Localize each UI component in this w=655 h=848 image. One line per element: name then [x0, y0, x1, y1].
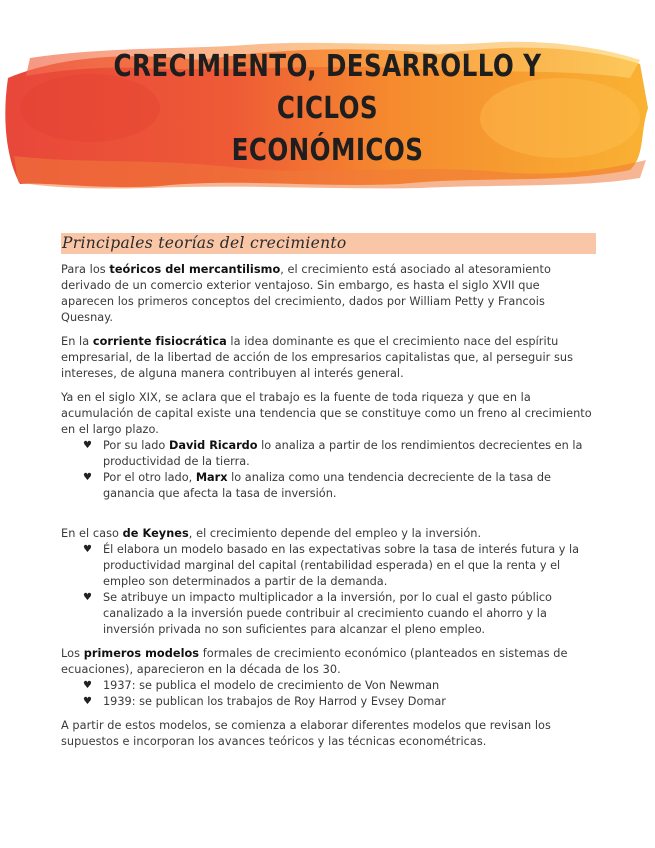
- paragraph-siglo-xix: Ya en el siglo XIX, se aclara que el trabajo es la fuente de toda riqueza y que en la acumulación de capital existe una tendencia que se constituye como un freno al crecimiento en el largo plazo.: [61, 391, 592, 436]
- heart-icon: ♥: [83, 592, 92, 603]
- paragraph-mercantilismo: [61, 262, 596, 326]
- paragraph-fisiocratica: [61, 334, 596, 382]
- paragraph-keynes: [61, 526, 596, 542]
- bullet-list: [61, 542, 596, 638]
- paragraph-text: Para los: [61, 263, 110, 276]
- list-item: [83, 590, 596, 638]
- list-item: [83, 694, 596, 710]
- paragraph-conclusion: A partir de estos modelos, se comienza a elaborar diferentes modelos que revisan los supuestos e incorporan los avances teóricos y las técnicas econométricas.: [61, 719, 551, 748]
- section-heading: Principales teorías del crecimiento: [61, 233, 596, 254]
- heart-icon: ♥: [83, 696, 92, 707]
- item-text: Por su lado: [103, 439, 169, 452]
- paragraph-text: En la: [61, 335, 93, 348]
- highlight-term: Marx: [195, 471, 228, 484]
- title-line-1: CRECIMIENTO, DESARROLLO Y CICLOS: [113, 49, 542, 126]
- list-item: [83, 678, 596, 694]
- title-line-2: ECONÓMICOS: [231, 133, 424, 168]
- paragraph-text: Los: [61, 647, 84, 660]
- bullet-list: [61, 438, 596, 502]
- highlight-term: de Keynes: [122, 527, 189, 540]
- highlight-term: corriente fisiocrática: [92, 335, 227, 348]
- highlight-term: teóricos del mercantilismo: [109, 263, 281, 276]
- list-item: [83, 470, 596, 502]
- item-text: Él elabora un modelo basado en las expectativas sobre la tasa de interés futura y la productividad marginal del capital (rentabilidad esperada) en el que la renta y el empleo son determinados a partir de la demanda.: [103, 543, 580, 588]
- item-text: Por el otro lado,: [103, 471, 196, 484]
- highlight-term: primeros modelos: [83, 647, 200, 660]
- item-text: lo analiza a partir de los rendimientos decrecientes en la productividad de la tierra.: [103, 439, 583, 468]
- paragraph-text: la idea dominante es que el crecimiento nace del espíritu empresarial, de la libertad de acción de los empresarios capitalistas que, al perseguir sus intereses, de alguna manera contribuyen al interés general.: [61, 335, 574, 380]
- paragraph-text: , el crecimiento depende del empleo y la inversión.: [188, 527, 482, 540]
- page-title: [92, 46, 564, 172]
- list-item: [83, 542, 596, 590]
- highlight-term: David Ricardo: [168, 439, 258, 452]
- heart-icon: ♥: [83, 472, 92, 483]
- spacer: [61, 510, 596, 526]
- item-text: 1939: se publican los trabajos de Roy Harrod y Evsey Domar: [103, 695, 446, 708]
- paragraph-text: formales de crecimiento económico (planteados en sistemas de ecuaciones), aparecieron en la década de los 30.: [61, 647, 568, 676]
- item-text: 1937: se publica el modelo de crecimiento de Von Newman: [103, 679, 440, 692]
- heart-icon: ♥: [83, 544, 92, 555]
- heart-icon: ♥: [83, 440, 92, 451]
- list-item: [83, 438, 596, 470]
- heart-icon: ♥: [83, 680, 92, 691]
- item-text: Se atribuye un impacto multiplicador a la inversión, por lo cual el gasto público canalizado a la inversión puede contribuir al crecimiento cuando el ahorro y la inversión privada no son suficientes para alcanzar el pleno empleo.: [103, 591, 552, 636]
- bullet-list: [61, 678, 596, 710]
- document-body: [61, 233, 596, 758]
- paragraph-primeros-modelos: [61, 646, 596, 678]
- item-text: lo analiza como una tendencia decreciente de la tasa de ganancia que afecta la tasa de inversión.: [103, 471, 551, 500]
- paragraph-text: , el crecimiento está asociado al atesoramiento derivado de un comercio exterior ventajoso. Sin embargo, es hasta el siglo XVII que aparecen los primeros conceptos del crecimiento, dados por William Petty y Francois Quesnay.: [61, 263, 551, 324]
- paragraph-text: En el caso: [61, 527, 123, 540]
